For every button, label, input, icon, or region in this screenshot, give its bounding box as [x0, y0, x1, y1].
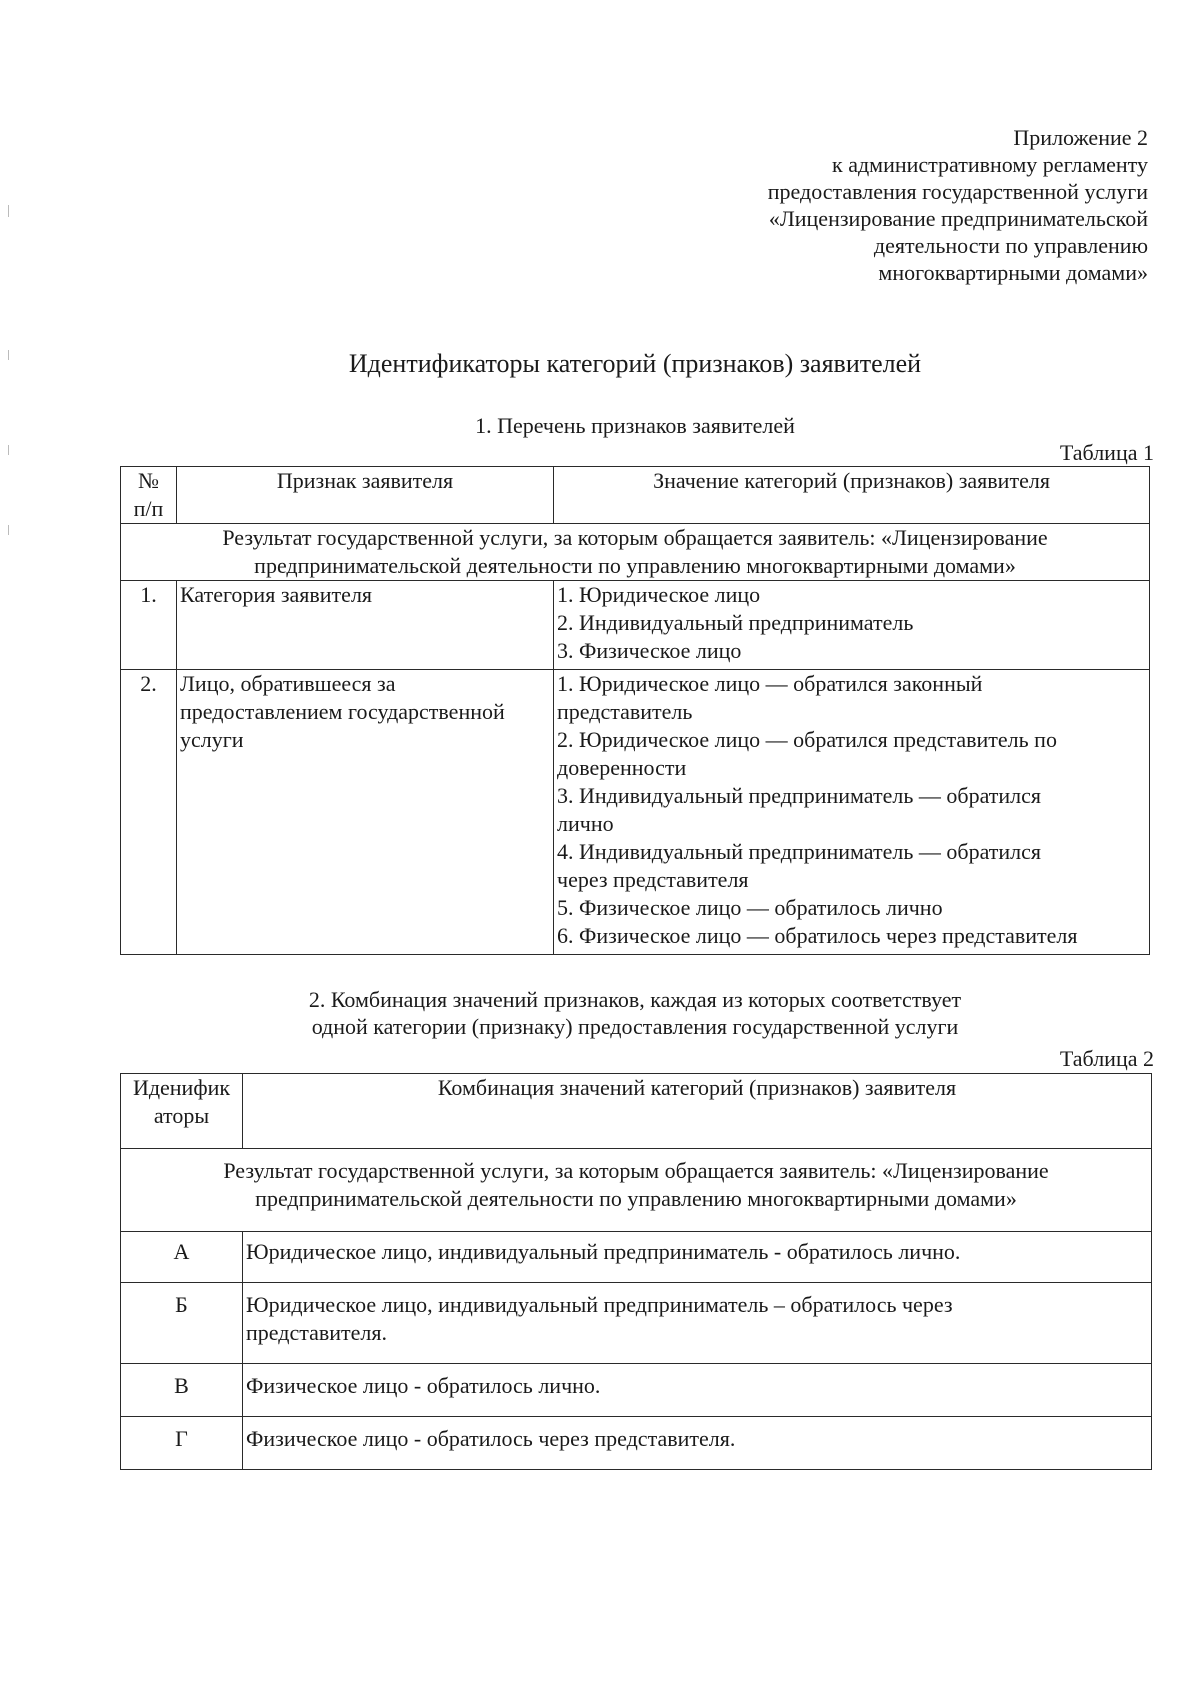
table-row [121, 670, 1150, 955]
header-num [121, 467, 177, 524]
combination-line: Физическое лицо - обратилось лично. [246, 1373, 601, 1398]
combination-table [120, 1073, 1152, 1470]
row-values [554, 581, 1150, 670]
appendix-line: предоставления государственной услуги [767, 179, 1148, 204]
table-row [121, 1283, 1152, 1364]
document-title: Идентификаторы категорий (признаков) заявителей [348, 349, 922, 378]
appendix-line: Приложение 2 [1013, 125, 1148, 150]
table-row [121, 581, 1150, 670]
row-combination [243, 1364, 1152, 1417]
result-line: Результат государственной услуги, за которым обращается заявитель: «Лицензирование [223, 1158, 1049, 1183]
row-number: 2. [121, 670, 177, 955]
row-identifier: Г [121, 1417, 243, 1470]
header-identifiers-line: Иденифик [132, 1075, 231, 1100]
appendix-line: «Лицензирование предпринимательской [768, 206, 1148, 231]
result-line: предпринимательской деятельности по управлению многоквартирными домами» [255, 1186, 1017, 1211]
combination-line: представителя. [246, 1320, 387, 1345]
header-identifiers-line: аторы [153, 1103, 210, 1128]
row-combination [243, 1417, 1152, 1470]
table-row [121, 1232, 1152, 1283]
row-identifier: А [121, 1232, 243, 1283]
value-line: 6. Физическое лицо — обратилось через представителя [557, 923, 1078, 948]
appendix-line: деятельности по управлению [873, 233, 1148, 258]
value-line: 4. Индивидуальный предприниматель — обратился [557, 839, 1042, 864]
table-row [121, 1417, 1152, 1470]
attribute-line: услуги [180, 727, 244, 752]
attribute-line: Лицо, обратившееся за [180, 671, 396, 696]
section1-heading: 1. Перечень признаков заявителей [475, 413, 795, 438]
value-line: 1. Юридическое лицо [557, 582, 761, 607]
appendix-line: к административному регламенту [832, 152, 1148, 177]
value-line: 5. Физическое лицо — обратилось лично [557, 895, 943, 920]
header-attribute: Признак заявителя [177, 467, 554, 524]
value-line: лично [557, 811, 614, 836]
result-cell [121, 524, 1150, 581]
header-num-line: п/п [133, 496, 164, 521]
value-line: 3. Индивидуальный предприниматель — обратился [557, 783, 1042, 808]
result-line: предпринимательской деятельности по управлению многоквартирными домами» [254, 553, 1016, 578]
row-number: 1. [121, 581, 177, 670]
combination-line: Юридическое лицо, индивидуальный предприниматель – обратилось через [246, 1292, 953, 1317]
table-header-row [121, 1074, 1152, 1149]
appendix-header [588, 124, 1148, 286]
row-identifier: Б [121, 1283, 243, 1364]
value-line: 1. Юридическое лицо — обратился законный [557, 671, 983, 696]
table-row [121, 1364, 1152, 1417]
value-line: представитель [557, 699, 693, 724]
header-identifiers [121, 1074, 243, 1149]
result-row [121, 1149, 1152, 1232]
value-line: 3. Физическое лицо [557, 638, 742, 663]
section2-heading-line: 2. Комбинация значений признаков, каждая из которых соответствует [308, 987, 962, 1012]
section2-heading-line: одной категории (признаку) предоставления государственной услуги [311, 1014, 959, 1039]
combination-line: Физическое лицо - обратилось через представителя. [246, 1426, 736, 1451]
combination-line: Юридическое лицо, индивидуальный предприниматель - обратилось лично. [246, 1239, 961, 1264]
section2-heading [0, 986, 1200, 1040]
row-attribute [177, 670, 554, 955]
value-line: 2. Юридическое лицо — обратился представитель по [557, 727, 1057, 752]
value-line: через представителя [557, 867, 749, 892]
table1-label: Таблица 1 [1059, 440, 1154, 465]
result-line: Результат государственной услуги, за которым обращается заявитель: «Лицензирование [222, 525, 1048, 550]
row-attribute [177, 581, 554, 670]
header-combination: Комбинация значений категорий (признаков) заявителя [243, 1074, 1152, 1149]
row-values [554, 670, 1150, 955]
table2-label: Таблица 2 [1059, 1046, 1154, 1071]
appendix-line: многоквартирными домами» [878, 260, 1148, 285]
value-line: 2. Индивидуальный предприниматель [557, 610, 914, 635]
value-line: доверенности [557, 755, 687, 780]
applicant-attributes-table [120, 466, 1150, 955]
row-combination [243, 1283, 1152, 1364]
header-num-line: № [138, 468, 159, 493]
row-combination [243, 1232, 1152, 1283]
result-cell [121, 1149, 1152, 1232]
row-identifier: В [121, 1364, 243, 1417]
result-row [121, 524, 1150, 581]
attribute-line: предоставлением государственной [180, 699, 505, 724]
attribute-line: Категория заявителя [180, 582, 373, 607]
header-value: Значение категорий (признаков) заявителя [554, 467, 1150, 524]
table-header-row [121, 467, 1150, 524]
